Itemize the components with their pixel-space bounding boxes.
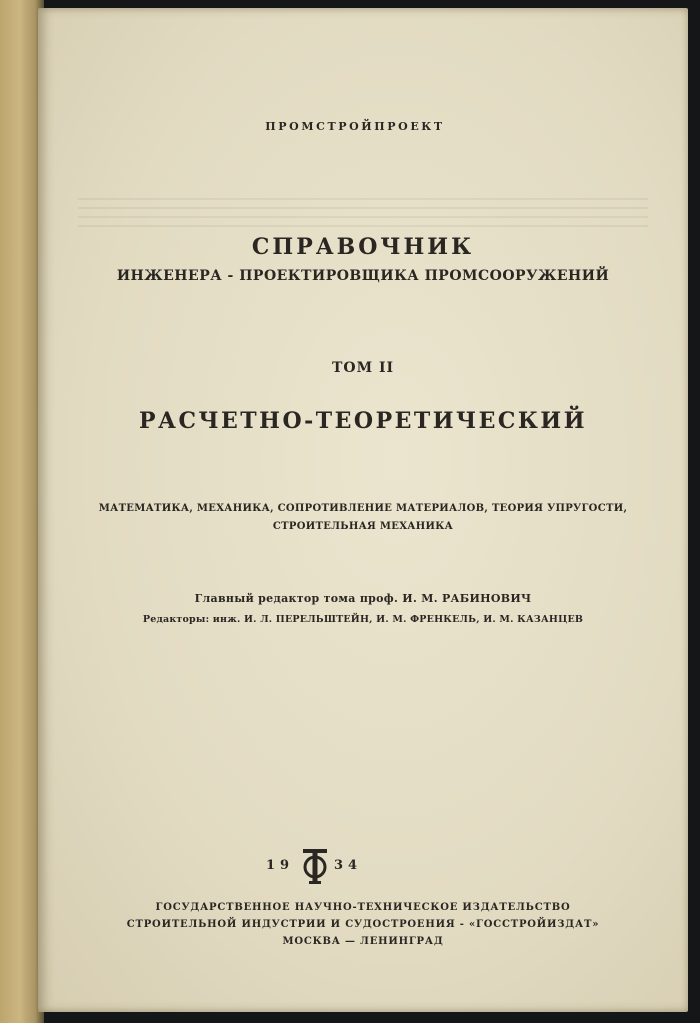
imprint-line-1: ГОСУДАРСТВЕННОЕ НАУЧНО-ТЕХНИЧЕСКОЕ ИЗДАТЕЛЬСТВО xyxy=(155,902,571,913)
bleed-through-texture xyxy=(78,198,648,228)
topics-line-2: СТРОИТЕЛЬНАЯ МЕХАНИКА xyxy=(272,521,454,532)
topics-line-1: МАТЕМАТИКА, МЕХАНИКА, СОПРОТИВЛЕНИЕ МАТЕРИАЛОВ, ТЕОРИЯ УПРУГОСТИ, xyxy=(98,503,628,514)
book-title: СПРАВОЧНИК xyxy=(251,234,475,260)
publisher-name: ПРОМСТРОЙПРОЕКТ xyxy=(265,120,445,133)
chief-editor: Главный редактор тома проф. И. М. РАБИНОВИЧ xyxy=(194,592,532,605)
book-subtitle: ИНЖЕНЕРА - ПРОЕКТИРОВЩИКА ПРОМСООРУЖЕНИЙ xyxy=(116,268,610,284)
publication-year xyxy=(38,846,688,886)
year-left: 19 xyxy=(266,858,295,873)
volume-title: РАСЧЕТНО-ТЕОРЕТИЧЕСКИЙ xyxy=(138,408,587,434)
title-page xyxy=(38,8,688,1012)
imprint-line-2: СТРОИТЕЛЬНОЙ ИНДУСТРИИ И СУДОСТРОЕНИЯ - «ГОССТРОЙИЗДАТ» xyxy=(126,919,600,930)
publisher-emblem-icon xyxy=(300,846,330,886)
imprint-line-3: МОСКВА — ЛЕНИНГРАД xyxy=(282,936,444,947)
year-right: 34 xyxy=(334,858,363,873)
volume-number: ТОМ II xyxy=(331,360,395,376)
editors-list: Редакторы: инж. И. Л. ПЕРЕЛЬШТЕЙН, И. М. ФРЕНКЕЛЬ, И. М. КАЗАНЦЕВ xyxy=(142,614,584,625)
